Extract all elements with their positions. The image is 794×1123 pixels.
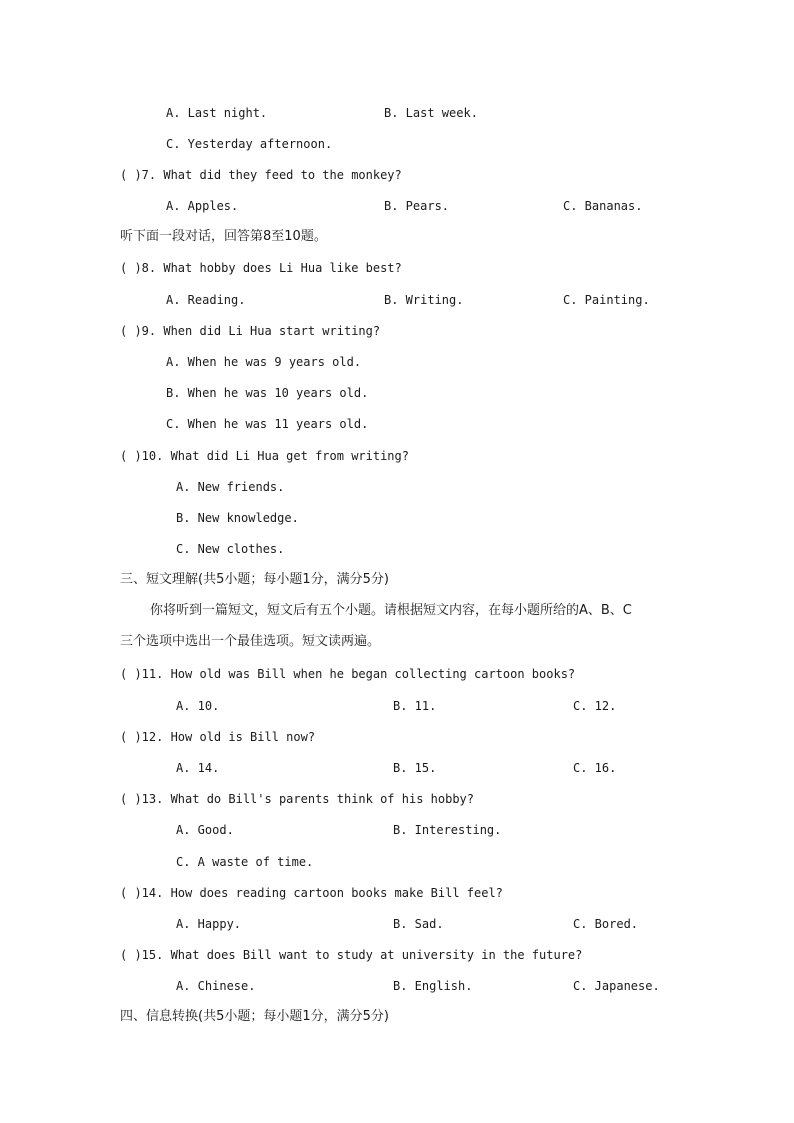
q13-option-a: A. Good. [176, 823, 234, 837]
q15-option-c: C. Japanese. [573, 979, 660, 993]
q14-option-c: C. Bored. [573, 917, 639, 931]
q15-option-b: B. English. [393, 979, 473, 993]
section3-instruction-1: 你将听到一篇短文，短文后有五个小题。请根据短文内容，在每小题所给的A、B、C [150, 603, 632, 618]
q13-option-c: C. A waste of time. [176, 855, 314, 869]
q12-stem: ( )12. How old is Bill now? [120, 730, 316, 744]
q10-option-a: A. New friends. [176, 480, 285, 494]
q15-option-a: A. Chinese. [176, 979, 256, 993]
q8-option-c: C. Painting. [563, 293, 650, 307]
q7-option-a: A. Apples. [166, 199, 239, 213]
q10-option-b: B. New knowledge. [176, 511, 299, 525]
section3-instruction-2: 三个选项中选出一个最佳选项。短文读两遍。 [120, 634, 381, 649]
dialogue-intro: 听下面一段对话，回答第8至10题。 [120, 229, 327, 244]
section4-heading: 四、信息转换(共5小题；每小题1分，满分5分) [120, 1009, 389, 1024]
q11-stem: ( )11. How old was Bill when he began collecting cartoon books? [120, 667, 576, 681]
q14-option-a: A. Happy. [176, 917, 242, 931]
q10-stem: ( )10. What did Li Hua get from writing? [120, 449, 409, 463]
q9-option-b: B. When he was 10 years old. [166, 386, 369, 400]
q7-option-b: B. Pears. [384, 199, 450, 213]
q6-option-b: B. Last week. [384, 106, 478, 120]
section3-heading: 三、短文理解(共5小题；每小题1分，满分5分) [120, 572, 389, 587]
q11-option-c: C. 12. [573, 699, 617, 713]
q9-option-a: A. When he was 9 years old. [166, 355, 362, 369]
q15-stem: ( )15. What does Bill want to study at university in the future? [120, 948, 583, 962]
q12-option-a: A. 14. [176, 761, 220, 775]
q8-stem: ( )8. What hobby does Li Hua like best? [120, 261, 402, 275]
q13-stem: ( )13. What do Bill's parents think of his hobby? [120, 792, 475, 806]
q11-option-b: B. 11. [393, 699, 437, 713]
q7-option-c: C. Bananas. [563, 199, 643, 213]
q14-option-b: B. Sad. [393, 917, 444, 931]
q13-option-b: B. Interesting. [393, 823, 502, 837]
q11-option-a: A. 10. [176, 699, 220, 713]
q10-option-c: C. New clothes. [176, 542, 285, 556]
q9-option-c: C. When he was 11 years old. [166, 417, 369, 431]
q14-stem: ( )14. How does reading cartoon books make Bill feel? [120, 886, 503, 900]
q12-option-c: C. 16. [573, 761, 617, 775]
q7-stem: ( )7. What did they feed to the monkey? [120, 168, 402, 182]
q8-option-b: B. Writing. [384, 293, 464, 307]
q6-option-c: C. Yesterday afternoon. [166, 137, 333, 151]
q9-stem: ( )9. When did Li Hua start writing? [120, 324, 381, 338]
q6-option-a: A. Last night. [166, 106, 268, 120]
q12-option-b: B. 15. [393, 761, 437, 775]
q8-option-a: A. Reading. [166, 293, 246, 307]
